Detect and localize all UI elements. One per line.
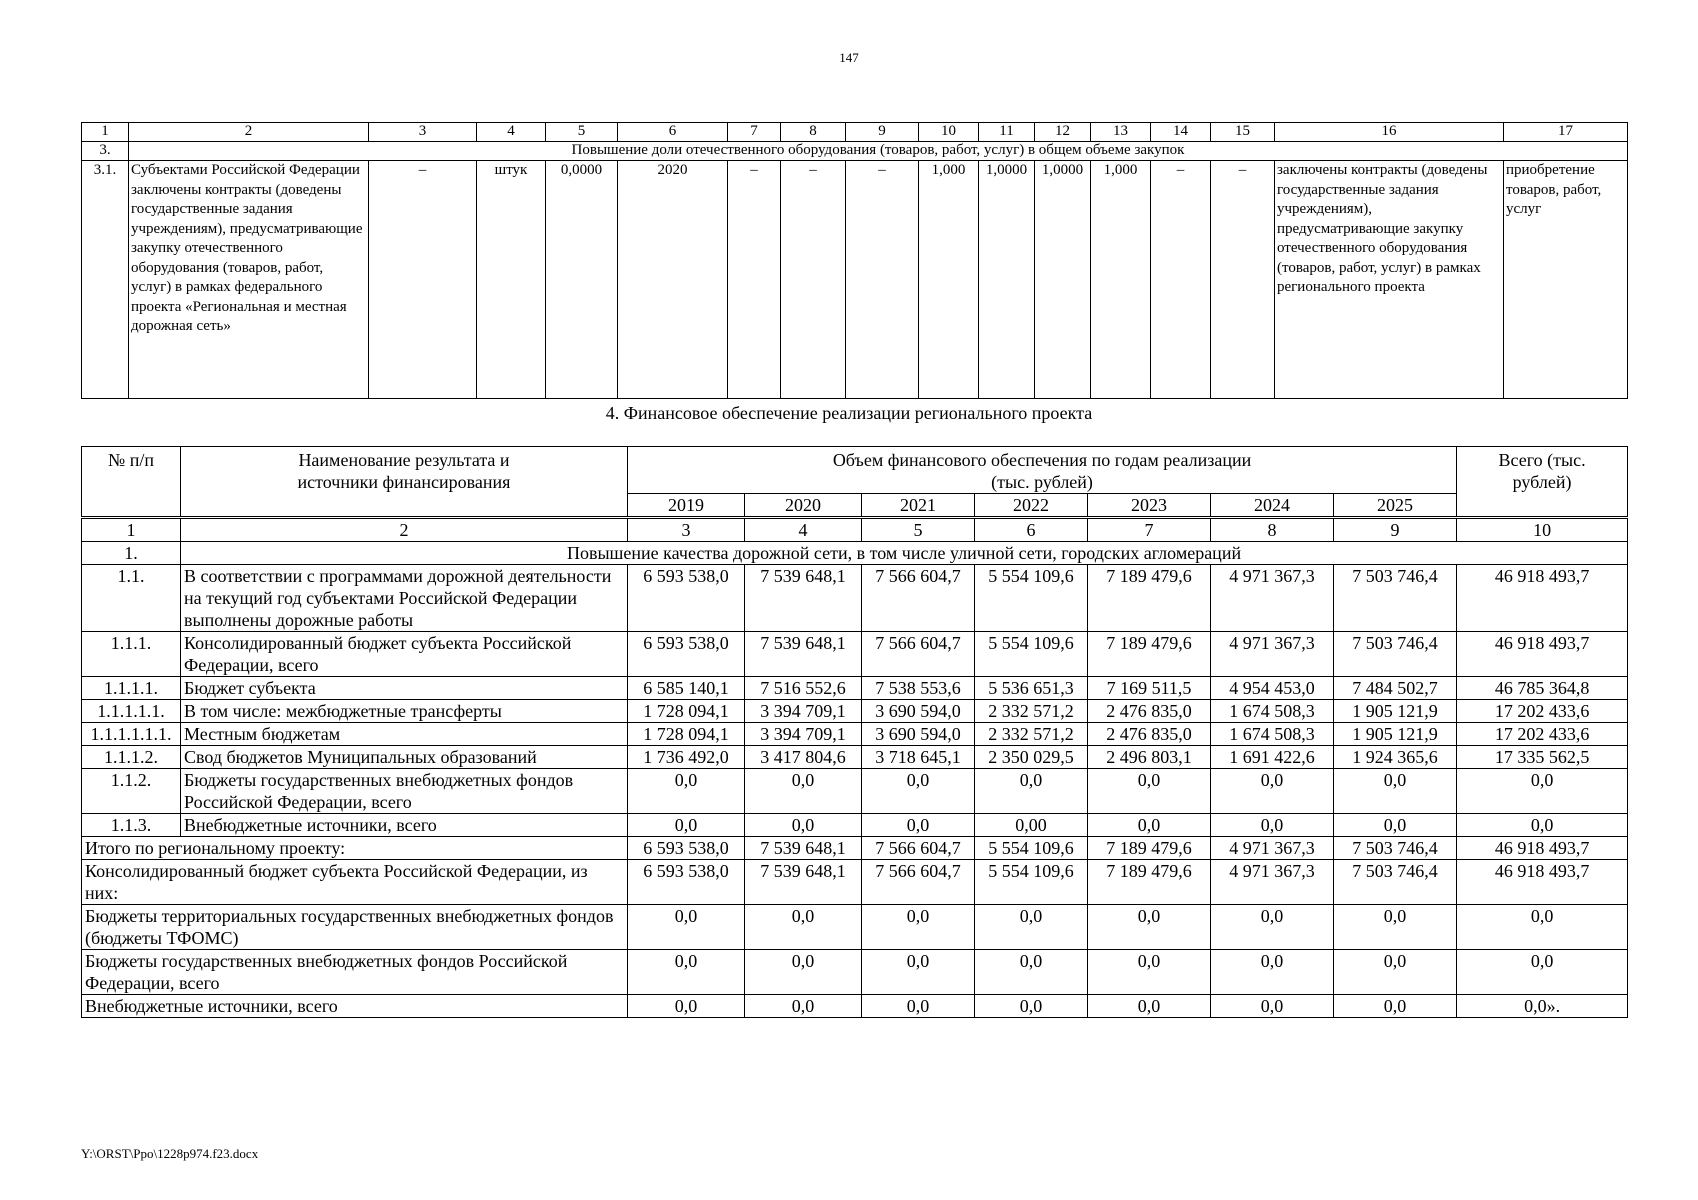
summary-row [82,905,1628,950]
summary-name: Бюджеты государственных внебюджетных фондов Российской Федерации, всего [82,950,628,995]
row-value: 1 924 365,6 [1334,746,1457,769]
col-num: 16 [1275,123,1504,142]
summary-value: 0,0 [1211,950,1334,995]
indicators-row [82,161,1628,399]
col-num: 2 [181,518,628,542]
summary-value: 0,0 [745,905,862,950]
row-value: 0,0 [1334,769,1457,814]
indicators-header-row [82,123,1628,142]
row-num: 1.1.1. [82,632,181,677]
finance-table [81,446,1628,1018]
summary-value: 7 539 648,1 [745,860,862,905]
row-value: 0,0 [1211,814,1334,837]
cell-type: приобретение товаров, работ, услуг [1504,161,1628,399]
col-num: 7 [728,123,781,142]
col-num: 9 [846,123,919,142]
summary-name: Внебюджетные источники, всего [82,995,628,1018]
row-value: 7 503 746,4 [1334,565,1457,632]
col-num: 3 [369,123,477,142]
cell-unit: штук [477,161,546,399]
col-num: 1 [82,518,181,542]
row-value: 2 332 571,2 [975,723,1088,746]
cell: – [846,161,919,399]
row-value: 0,0 [745,814,862,837]
finance-row [82,723,1628,746]
summary-value: 0,0 [1088,995,1211,1018]
summary-value: 7 189 479,6 [1088,860,1211,905]
row-value: 0,0 [1211,769,1334,814]
row-total: 46 918 493,7 [1457,565,1628,632]
row-value: 4 971 367,3 [1211,565,1334,632]
year-2023: 2023 [1088,494,1211,518]
cell: – [728,161,781,399]
summary-value: 0,0 [628,905,745,950]
year-2020: 2020 [745,494,862,518]
year-2021: 2021 [862,494,975,518]
summary-total: 46 918 493,7 [1457,860,1628,905]
cell: 1,000 [1091,161,1151,399]
summary-value: 6 593 538,0 [628,860,745,905]
summary-row [82,950,1628,995]
summary-name: Итого по региональному проекту: [82,837,628,860]
row-name: В соответствии с программами дорожной деятельности на текущий год субъектами Российской Федерации выполнены дорожные работы [181,565,628,632]
indicators-section-row [82,142,1628,161]
row-total: 0,0 [1457,769,1628,814]
cell: 2020 [618,161,728,399]
summary-value: 0,0 [628,995,745,1018]
row-value: 7 566 604,7 [862,632,975,677]
summary-value: 7 503 746,4 [1334,837,1457,860]
row-value: 3 690 594,0 [862,700,975,723]
summary-row [82,995,1628,1018]
col-num: 4 [477,123,546,142]
row-total: 17 202 433,6 [1457,723,1628,746]
header-total: Всего (тыс. рублей) [1457,447,1628,518]
summary-value: 0,0 [745,950,862,995]
row-value: 1 736 492,0 [628,746,745,769]
col-num: 4 [745,518,862,542]
summary-value: 7 539 648,1 [745,837,862,860]
finance-row [82,632,1628,677]
summary-value: 0,0 [1088,950,1211,995]
row-value: 4 954 453,0 [1211,677,1334,700]
row-name: Внебюджетные источники, всего [181,814,628,837]
cell: – [781,161,846,399]
summary-value: 7 189 479,6 [1088,837,1211,860]
row-value: 2 332 571,2 [975,700,1088,723]
row-value: 0,0 [975,769,1088,814]
summary-value: 6 593 538,0 [628,837,745,860]
row-num: 1.1.2. [82,769,181,814]
summary-value: 0,0 [862,950,975,995]
summary-value: 0,0 [628,950,745,995]
row-total: 46 785 364,8 [1457,677,1628,700]
section-caption: 4. Финансовое обеспечение реализации регионального проекта [605,403,1093,423]
row-value: 1 728 094,1 [628,723,745,746]
row-value: 7 539 648,1 [745,632,862,677]
summary-value: 7 566 604,7 [862,860,975,905]
row-num: 1.1.1.1.1.1. [82,723,181,746]
row-num: 3.1. [82,161,129,399]
row-value: 3 394 709,1 [745,723,862,746]
cell-description: заключены контракты (доведены государственные задания учреждениям), предусматривающие закупку отечественного оборудования (товаров, работ, услуг) в рамках регионального проекта [1275,161,1504,399]
row-value: 6 593 538,0 [628,565,745,632]
summary-value: 0,0 [862,995,975,1018]
col-num: 7 [1088,518,1211,542]
summary-value: 0,0 [862,905,975,950]
year-2022: 2022 [975,494,1088,518]
summary-value: 0,0 [975,995,1088,1018]
summary-value: 5 554 109,6 [975,837,1088,860]
summary-name: Бюджеты территориальных государственных внебюджетных фондов (бюджеты ТФОМС) [82,905,628,950]
summary-value: 0,0 [1088,905,1211,950]
row-value: 3 394 709,1 [745,700,862,723]
row-total: 0,0 [1457,814,1628,837]
row-value: 1 905 121,9 [1334,700,1457,723]
row-value: 5 554 109,6 [975,565,1088,632]
summary-total: 0,0». [1457,995,1628,1018]
row-value: 1 674 508,3 [1211,723,1334,746]
col-num: 13 [1091,123,1151,142]
year-2019: 2019 [628,494,745,518]
row-value: 2 496 803,1 [1088,746,1211,769]
col-num: 15 [1211,123,1275,142]
summary-total: 0,0 [1457,905,1628,950]
cell: – [369,161,477,399]
row-value: 7 566 604,7 [862,565,975,632]
row-value: 2 476 835,0 [1088,700,1211,723]
summary-total: 46 918 493,7 [1457,837,1628,860]
row-value: 3 690 594,0 [862,723,975,746]
summary-row [82,860,1628,905]
header-volume: Объем финансового обеспечения по годам реализации (тыс. рублей) [628,447,1457,494]
header-num: № п/п [82,447,181,518]
row-value: 1 728 094,1 [628,700,745,723]
row-value: 0,0 [1334,814,1457,837]
row-value: 6 585 140,1 [628,677,745,700]
row-num: 1.1. [82,565,181,632]
summary-value: 0,0 [1334,950,1457,995]
row-value: 7 189 479,6 [1088,632,1211,677]
row-value: 0,0 [1088,769,1211,814]
col-num: 17 [1504,123,1628,142]
col-num: 10 [919,123,979,142]
finance-row [82,769,1628,814]
finance-section-row [82,542,1628,565]
row-value: 4 971 367,3 [1211,632,1334,677]
row-value: 1 691 422,6 [1211,746,1334,769]
row-value: 3 417 804,6 [745,746,862,769]
col-num: 8 [781,123,846,142]
row-value: 7 538 553,6 [862,677,975,700]
row-name: Бюджеты государственных внебюджетных фондов Российской Федерации, всего [181,769,628,814]
col-num: 1 [82,123,129,142]
row-num: 1.1.1.1. [82,677,181,700]
finance-row [82,677,1628,700]
header-name: Наименование результата и источники финансирования [181,447,628,518]
row-value: 0,0 [862,769,975,814]
row-name: Бюджет субъекта [181,677,628,700]
row-value: 2 476 835,0 [1088,723,1211,746]
row-name: Свод бюджетов Муниципальных образований [181,746,628,769]
summary-value: 5 554 109,6 [975,860,1088,905]
cell: 0,0000 [546,161,618,399]
cell: – [1211,161,1275,399]
cell: 1,0000 [1035,161,1091,399]
col-num: 6 [618,123,728,142]
cell: 1,0000 [979,161,1035,399]
finance-row [82,746,1628,769]
row-value: 1 905 121,9 [1334,723,1457,746]
row-value: 1 674 508,3 [1211,700,1334,723]
row-total: 46 918 493,7 [1457,632,1628,677]
finance-colnum-row [82,518,1628,542]
summary-value: 7 566 604,7 [862,837,975,860]
row-value: 0,0 [745,769,862,814]
row-value: 0,0 [628,814,745,837]
row-total: 17 335 562,5 [1457,746,1628,769]
summary-value: 0,0 [1211,995,1334,1018]
page-number: 147 [839,50,859,65]
col-num: 3 [628,518,745,542]
summary-value: 0,0 [975,905,1088,950]
summary-value: 0,0 [745,995,862,1018]
col-num: 11 [979,123,1035,142]
row-value: 7 484 502,7 [1334,677,1457,700]
row-name: В том числе: межбюджетные трансферты [181,700,628,723]
finance-row [82,700,1628,723]
summary-value: 4 971 367,3 [1211,837,1334,860]
col-num: 5 [546,123,618,142]
col-num: 10 [1457,518,1628,542]
row-value: 7 539 648,1 [745,565,862,632]
year-2025: 2025 [1334,494,1457,518]
col-num: 2 [129,123,369,142]
row-num: 1.1.3. [82,814,181,837]
indicators-table [81,122,1628,399]
col-num: 5 [862,518,975,542]
col-num: 12 [1035,123,1091,142]
row-num: 1.1.1.2. [82,746,181,769]
row-value: 6 593 538,0 [628,632,745,677]
cell: – [1151,161,1211,399]
summary-total: 0,0 [1457,950,1628,995]
cell: 1,000 [919,161,979,399]
row-value: 7 189 479,6 [1088,565,1211,632]
row-value: 5 536 651,3 [975,677,1088,700]
col-num: 9 [1334,518,1457,542]
row-value: 2 350 029,5 [975,746,1088,769]
summary-value: 0,0 [1334,995,1457,1018]
row-total: 17 202 433,6 [1457,700,1628,723]
row-value: 3 718 645,1 [862,746,975,769]
col-num: 8 [1211,518,1334,542]
row-name: Субъектами Российской Федерации заключены контракты (доведены государственные задания учреждениям), предусматривающие закупку отечественного оборудования (товаров, работ, услуг) в рамках федерального проекта «Региональная и местная дорожная сеть» [129,161,369,399]
summary-row [82,837,1628,860]
summary-value: 0,0 [975,950,1088,995]
row-value: 5 554 109,6 [975,632,1088,677]
section-num: 3. [82,142,129,161]
section-title: Повышение доли отечественного оборудования (товаров, работ, услуг) в общем объеме закупок [129,142,1628,161]
row-value: 0,0 [1088,814,1211,837]
file-path: Y:\ORST\Ppo\1228p974.f23.docx [81,1146,259,1161]
row-value: 0,0 [862,814,975,837]
row-value: 7 516 552,6 [745,677,862,700]
row-value: 0,00 [975,814,1088,837]
summary-name: Консолидированный бюджет субъекта Российской Федерации, из них: [82,860,628,905]
summary-value: 7 503 746,4 [1334,860,1457,905]
col-num: 6 [975,518,1088,542]
row-value: 7 503 746,4 [1334,632,1457,677]
section-num: 1. [82,542,181,565]
summary-value: 0,0 [1334,905,1457,950]
finance-header-row [82,447,1628,494]
year-2024: 2024 [1211,494,1334,518]
finance-row [82,814,1628,837]
row-value: 0,0 [628,769,745,814]
col-num: 14 [1151,123,1211,142]
summary-value: 0,0 [1211,905,1334,950]
row-name: Местным бюджетам [181,723,628,746]
finance-row [82,565,1628,632]
section-title: Повышение качества дорожной сети, в том числе уличной сети, городских агломераций [181,542,1628,565]
summary-value: 4 971 367,3 [1211,860,1334,905]
row-value: 7 169 511,5 [1088,677,1211,700]
row-num: 1.1.1.1.1. [82,700,181,723]
row-name: Консолидированный бюджет субъекта Российской Федерации, всего [181,632,628,677]
